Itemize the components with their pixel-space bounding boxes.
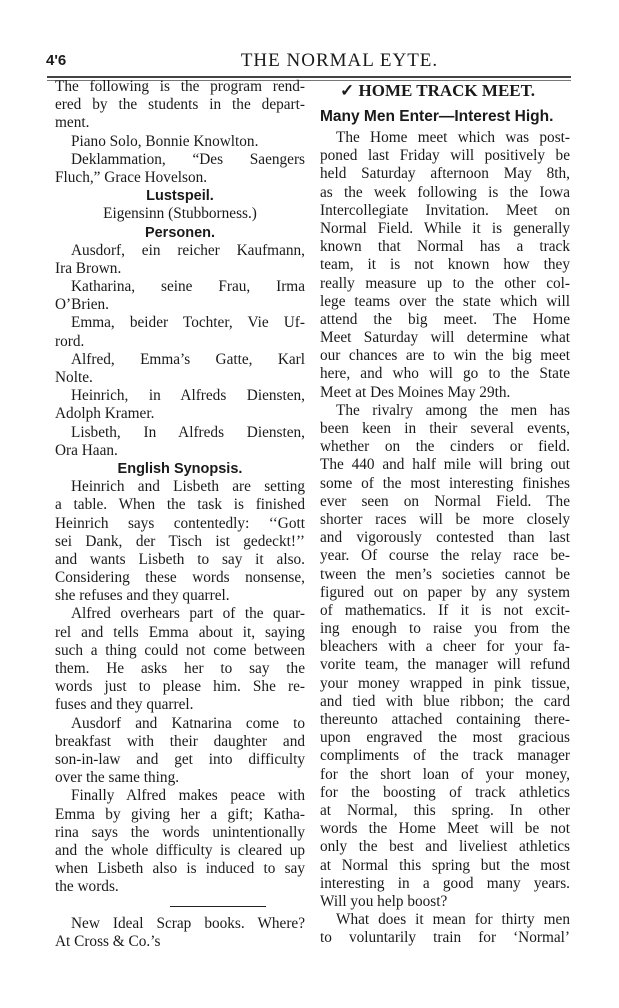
text-line: as the week following is the Iowa xyxy=(320,183,570,201)
text-line: over the same thing. xyxy=(55,769,180,787)
text-line: compliments of the track manager xyxy=(320,747,570,765)
text-line: Ausdorf, ein reicher Kaufmann, xyxy=(71,241,305,259)
text-line: Considering these words nonsense, xyxy=(55,569,305,587)
text-line: lege teams over the state which will xyxy=(320,292,570,310)
text-line: at Normal, this spring. In other xyxy=(320,801,570,819)
text-line: your money wrapped in pink tissue, xyxy=(320,674,570,692)
text-line: such a thing could not come between xyxy=(55,641,305,659)
text-line: Nolte. xyxy=(55,369,93,386)
text-line: Emma by giving her a gift; Katha- xyxy=(55,805,305,823)
text-line: some of the most interesting finishes xyxy=(320,474,570,492)
text-line: rina says the words unintentionally xyxy=(55,823,305,841)
text-line: and tied with blue ribbon; the card xyxy=(320,692,570,710)
text-line: she refuses and they quarrel. xyxy=(55,587,230,605)
text-line: sei Dank, der Tisch ist gedeckt!’’ xyxy=(55,532,305,550)
text-line: Emma, beider Tochter, Vie Uf- xyxy=(71,314,305,332)
text-line: The Home meet which was post- xyxy=(336,129,570,146)
text-line: year. Of course the relay race be- xyxy=(320,547,570,565)
text-line: son-in-law and get into difficulty xyxy=(55,750,305,768)
text-line: our chances are to win the big meet xyxy=(320,347,570,365)
text-line: Heinrich says contentedly: ‘‘Gott xyxy=(55,514,305,532)
article-body xyxy=(320,129,570,947)
text-line: held Saturday afternoon May 8th, xyxy=(320,165,570,183)
text-line: for the short loan of your money, xyxy=(320,765,570,783)
text-line: rel and tells Emma about it, saying xyxy=(55,623,305,641)
page-number: 4'6 xyxy=(46,52,67,69)
text-line: shorter races will be more closely xyxy=(320,510,570,528)
article-subheadline: Many Men Enter—Interest High. xyxy=(320,108,554,125)
text-line: Katharina, seine Frau, Irma xyxy=(71,278,305,296)
section-heading: Lustspeil. xyxy=(146,188,214,205)
text-line: Heinrich, in Alfreds Diensten, xyxy=(71,387,305,405)
text-line: Alfred overhears part of the quar- xyxy=(71,605,305,623)
section-heading: English Synopsis. xyxy=(117,460,243,477)
text-line: fuses and they quarrel. xyxy=(55,696,194,714)
text-line: and vigorously contested than last xyxy=(320,529,570,547)
text-line: Meet Saturday will determine what xyxy=(320,329,570,347)
text-line: team, it is not known how they xyxy=(320,256,570,274)
text-line: only the best and liveliest athletics xyxy=(320,838,570,856)
text-line: here, and who will go to the State xyxy=(320,365,570,383)
text-line: and the whole difficulty is cleared up xyxy=(55,841,305,859)
text-line: O’Brien. xyxy=(55,296,109,314)
text-line: the words. xyxy=(55,878,119,896)
text-line: What does it mean for thirty men xyxy=(336,911,570,929)
section-heading: Personen. xyxy=(144,224,216,241)
text-line: thereunto attached containing there- xyxy=(320,711,570,728)
text-line: poned last Friday will positively be xyxy=(320,147,570,165)
text-line: Adolph Kramer. xyxy=(55,405,155,423)
text-line: words the Home Meet will be not xyxy=(320,820,570,838)
text-line: The following is the program rend- xyxy=(55,78,305,95)
text-line: Ora Haan. xyxy=(55,441,118,459)
text-line: Will you help boost? xyxy=(320,892,448,910)
text-line: The 440 and half mile will bring out xyxy=(320,456,570,474)
text-line: Alfred, Emma’s Gatte, Karl xyxy=(71,350,305,368)
text-line: interesting in a good many years. xyxy=(320,874,570,892)
text-line: of mathematics. If it is not excit- xyxy=(320,601,570,619)
text-line: at Normal this spring but the most xyxy=(320,856,570,874)
text-line: ing enough to raise you from the xyxy=(320,620,570,638)
left-column xyxy=(55,78,305,951)
text-line: been keen in their several events, xyxy=(320,420,570,437)
text-line: Normal Field. While it is generally xyxy=(320,219,570,237)
text-line: Deklammation, “Des Saengers xyxy=(71,150,305,168)
text-line: vorite team, the manager will refund xyxy=(320,656,570,674)
text-line: ered by the students in the depart- xyxy=(55,96,305,114)
text-line: really measure up to the other col- xyxy=(320,274,570,292)
text-line: New Ideal Scrap books. Where? xyxy=(71,914,305,932)
text-line: Finally Alfred makes peace with xyxy=(71,787,305,805)
text-line: for the boosting of track athletics xyxy=(320,783,570,801)
text-line: Ira Brown. xyxy=(55,259,122,277)
text-line: rord. xyxy=(55,332,85,350)
text-line: to voluntarily train for ‘Normal’ xyxy=(320,929,570,947)
text-line: Heinrich and Lisbeth are setting xyxy=(71,478,305,496)
article-headline: ✓ HOME TRACK MEET. xyxy=(340,81,535,100)
text-line: Lisbeth, In Alfreds Diensten, xyxy=(71,423,305,441)
right-column xyxy=(320,78,570,947)
text-line: whether on the cinders or field. xyxy=(320,438,570,456)
text-line: a table. When the task is finished xyxy=(55,496,305,514)
text-line: Eigensinn (Stubborness.) xyxy=(103,205,257,223)
text-line: The rivalry among the men has xyxy=(336,401,570,419)
text-line: bleachers with a cheer for your fa- xyxy=(320,638,570,656)
text-line: Intercollegiate Invitation. Meet on xyxy=(320,201,570,219)
text-line: when Lisbeth also is induced to say xyxy=(55,860,305,878)
text-line: upon engraved the most gracious xyxy=(320,729,570,747)
text-line: ever seen on Normal Field. The xyxy=(320,492,570,510)
text-line: Fluch,” Grace Hovelson. xyxy=(55,168,208,186)
text-line: At Cross & Co.’s xyxy=(55,932,161,950)
text-line: figured out on paper by any system xyxy=(320,583,570,601)
text-line: Piano Solo, Bonnie Knowlton. xyxy=(71,132,259,150)
text-line: attend the big meet. The Home xyxy=(320,310,570,328)
text-line: breakfast with their daughter and xyxy=(55,732,305,750)
text-line: and wants Lisbeth to say it also. xyxy=(55,550,305,568)
text-line: Ausdorf and Katnarina come to xyxy=(71,714,305,732)
newspaper-title: THE NORMAL EYTE. xyxy=(240,50,439,71)
text-line: words just to please him. She re- xyxy=(55,678,305,696)
text-line: them. He asks her to say the xyxy=(55,660,305,677)
text-line: ment. xyxy=(55,114,90,132)
text-line: Meet at Des Moines May 29th. xyxy=(320,383,511,401)
text-line: tween the men’s societies cannot be xyxy=(320,565,570,583)
text-line: known that Normal has a track xyxy=(320,238,570,256)
separator-rule xyxy=(55,896,305,914)
